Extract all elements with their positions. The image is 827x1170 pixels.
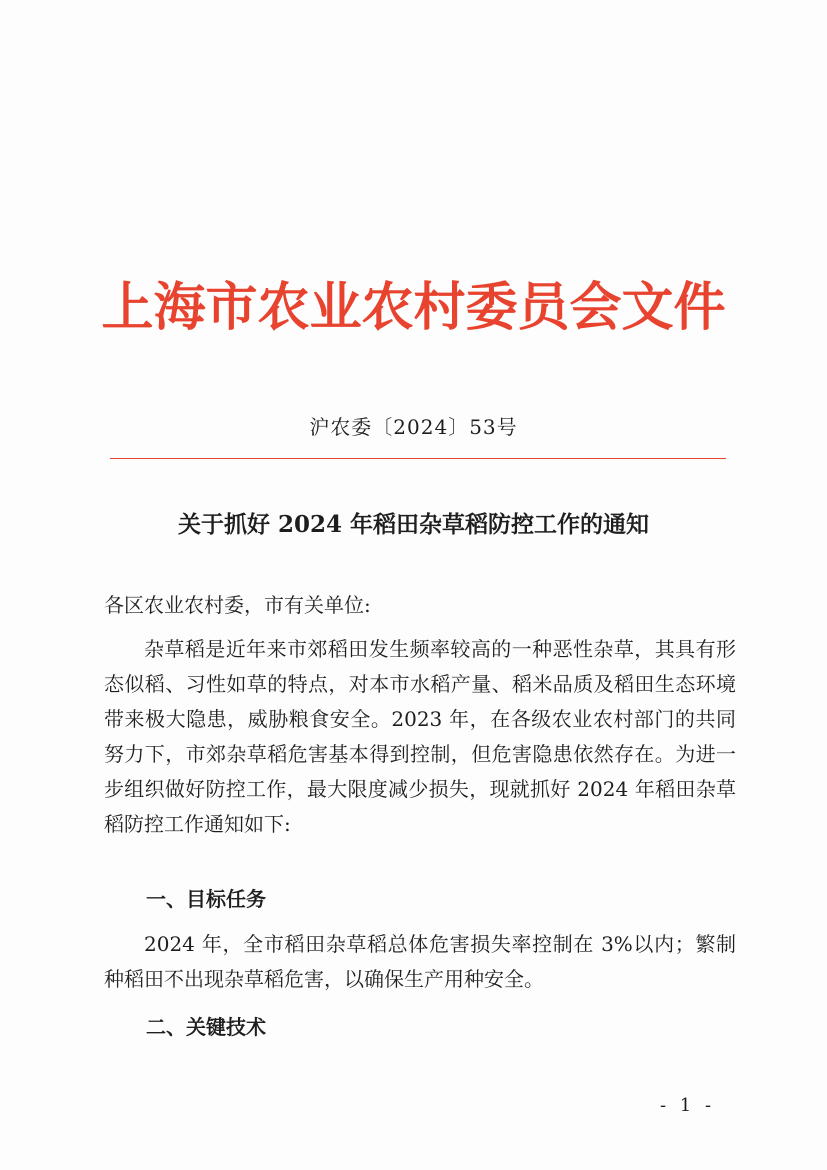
- section-heading-key-techniques: 二、关键技术: [146, 1015, 266, 1039]
- salutation: 各区农业农村委，市有关单位:: [104, 593, 371, 617]
- intro-paragraph: 杂草稻是近年来市郊稻田发生频率较高的一种恶性杂草，其具有形态似稻、习性如草的特点，对本市水稻产量、稻米品质及稻田生态环境带来极大隐患，威胁粮食安全。2023 年，在各级农业农村部门的共同努力下，市郊杂草稻危害基本得到控制，但危害隐患依然存在。为进一步组织做好防控工作，最大限度减少损失，现就抓好 2024 年稻田杂草稻防控工作通知如下:: [104, 637, 736, 836]
- section-heading-objectives: 一、目标任务: [146, 887, 266, 911]
- red-divider-line: [110, 458, 726, 459]
- objectives-paragraph: 2024 年，全市稻田杂草稻总体危害损失率控制在 3%以内；繁制种稻田不出现杂草稻危害，以确保生产用种安全。: [104, 932, 736, 991]
- notice-title: 关于抓好 2024 年稻田杂草稻防控工作的通知: [177, 511, 650, 538]
- document-number: 沪农委〔2024〕53号: [309, 415, 518, 439]
- page-number: - 1 -: [660, 1095, 716, 1116]
- issuer-header-title: 上海市农业农村委员会文件: [101, 277, 726, 338]
